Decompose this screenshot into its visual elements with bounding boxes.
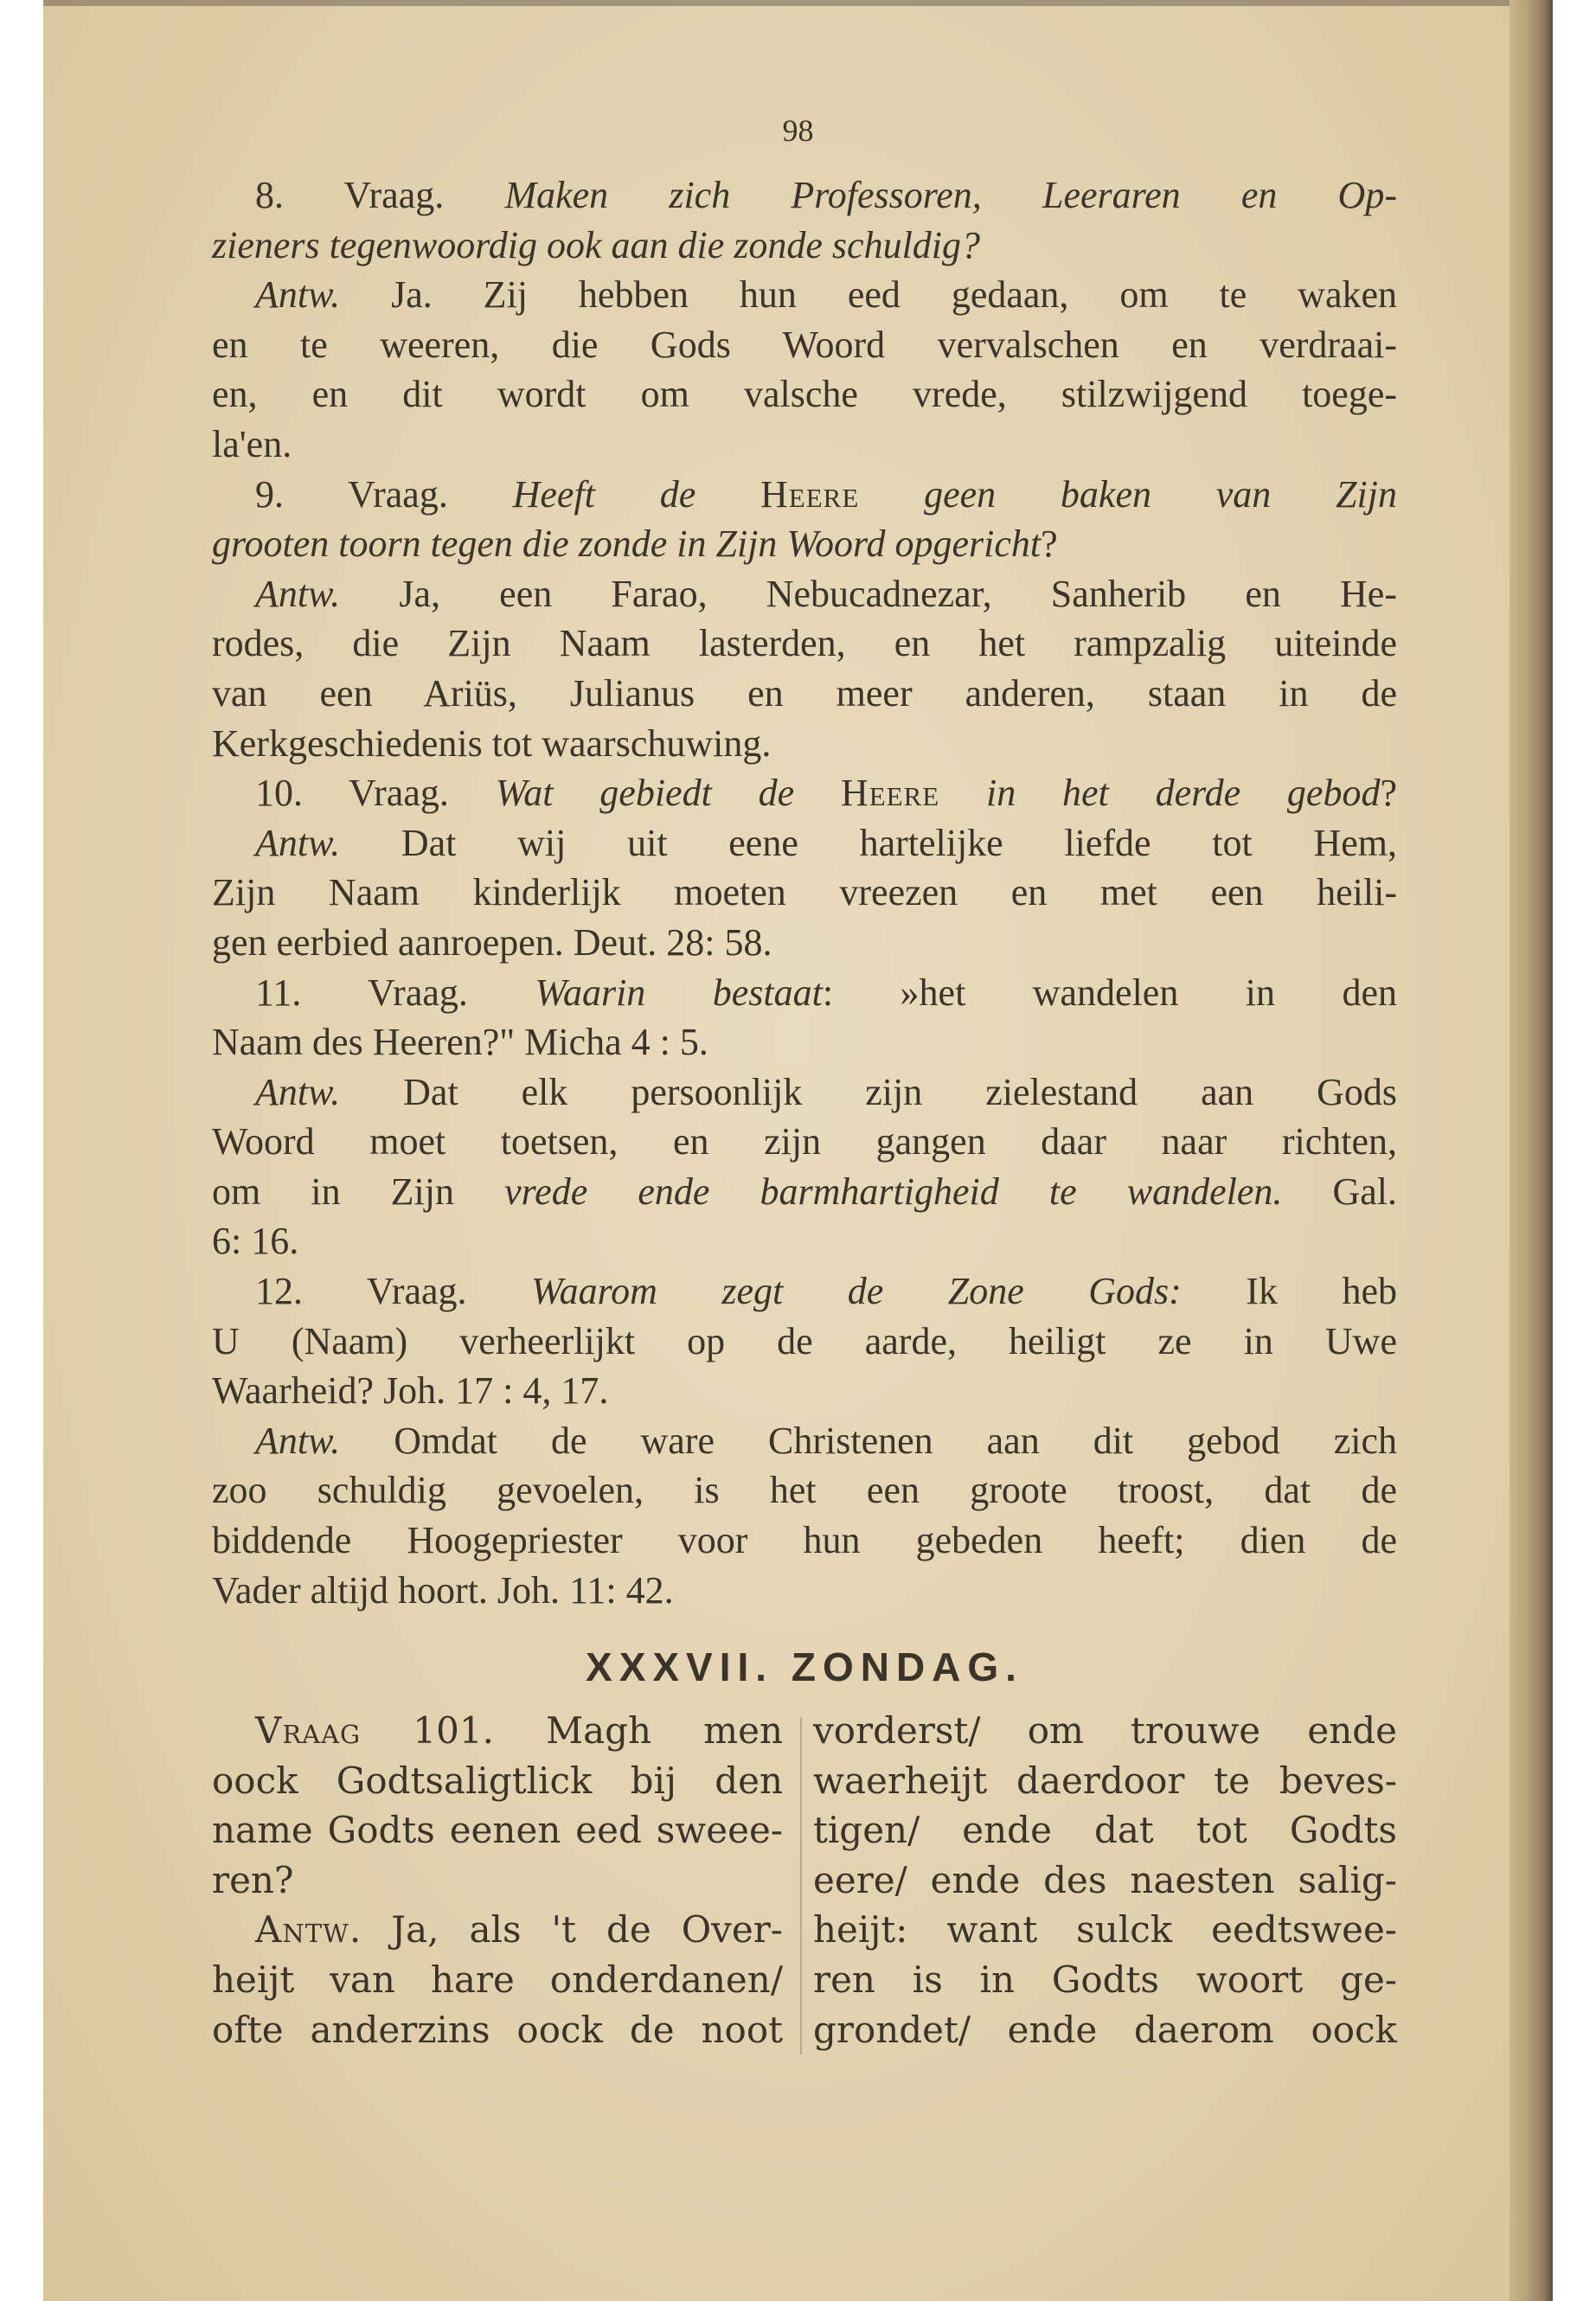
text-run: 10. Vraag. xyxy=(255,772,496,815)
text-run: 11. Vraag. xyxy=(255,971,535,1014)
text-line xyxy=(212,1465,1397,1516)
text-run: ? xyxy=(1380,772,1397,815)
section-heading: XXXVII. ZONDAG. xyxy=(586,1644,1023,1689)
text-run: Naam des Heeren?" Micha 4 : 5. xyxy=(212,1021,708,1064)
text-run: tigen/ ende dat tot Godts xyxy=(813,1809,1397,1852)
text-line xyxy=(813,1905,1397,1955)
text-line xyxy=(212,1805,783,1856)
text-line xyxy=(212,968,1397,1018)
text-run: la'en. xyxy=(212,422,292,465)
text-line xyxy=(813,1955,1397,2005)
text-run: . Ja, als 't de Over- xyxy=(349,1908,783,1952)
text-run: van een Ariüs, Julianus en meer anderen, staan in de xyxy=(212,671,1397,715)
text-run: Vader altijd hoort. Joh. 11: 42. xyxy=(212,1568,674,1612)
text-run: om in Zijn xyxy=(212,1170,505,1213)
text-run: Wat gebiedt de xyxy=(495,772,841,815)
text-run: Antw. xyxy=(255,273,341,317)
text-line xyxy=(212,1856,783,1906)
text-run: Gal. xyxy=(1282,1170,1398,1213)
page-number: 98 xyxy=(782,113,814,148)
text-line xyxy=(212,1756,783,1806)
text-line xyxy=(212,1905,783,1955)
text-run: 12. Vraag. xyxy=(255,1270,532,1313)
text-line xyxy=(212,1266,1397,1317)
text-run: 101. Magh men xyxy=(361,1709,783,1752)
text-run: Antw. xyxy=(255,572,341,615)
text-run: heijt: want sulck eedtswee- xyxy=(813,1908,1397,1952)
text-run: rodes, die Zijn Naam lasterden, en het rampzalig uiteinde xyxy=(212,622,1397,665)
text-line xyxy=(212,1216,1397,1266)
text-run: Waarheid? Joh. 17 : 4, 17. xyxy=(212,1369,609,1413)
text-line xyxy=(212,669,1397,719)
text-line xyxy=(813,1805,1397,1856)
catechism-text xyxy=(212,170,1397,1615)
text-run: heijt van hare onderdanen/ xyxy=(212,1958,783,2001)
text-run: Dat elk persoonlijk zijn zielestand aan Gods xyxy=(340,1070,1397,1113)
text-line xyxy=(212,868,1397,918)
text-run: 8. Vraag. xyxy=(255,174,505,216)
text-run: Waarom zegt de Zone Gods: xyxy=(531,1270,1182,1313)
text-run: en, en dit wordt om valsche vrede, stilzwijgend toege- xyxy=(212,373,1397,416)
text-run: eere/ ende des naesten salig- xyxy=(813,1858,1397,1901)
text-line xyxy=(813,1756,1397,1806)
text-run: Waarin bestaat xyxy=(535,971,823,1014)
text-run: Ja. Zij hebben hun eed gedaan, om te waken xyxy=(340,273,1397,317)
text-run: name Godts eenen eed sweee- xyxy=(212,1809,783,1852)
text-line xyxy=(212,170,1397,221)
text-run: Antw. xyxy=(255,821,341,864)
text-run: Ja, een Farao, Nebucadnezar, Sanherib en He- xyxy=(340,572,1397,615)
text-line xyxy=(212,221,1397,271)
text-run: en te weeren, die Gods Woord vervalschen en verdraai- xyxy=(212,323,1397,366)
text-run: grondet/ ende daerom oock xyxy=(813,2008,1397,2051)
text-line xyxy=(212,619,1397,669)
text-line xyxy=(212,1017,1397,1067)
text-line xyxy=(212,2005,783,2055)
text-run: Woord moet toetsen, en zijn gangen daar naar richten, xyxy=(212,1120,1397,1163)
text-run: oock Godtsaligtlick bij den xyxy=(212,1759,783,1802)
text-run: Heere xyxy=(760,472,860,516)
text-run: zieners tegenwoordig ook aan die zonde schuldig? xyxy=(212,223,981,266)
text-run: U (Naam) verheerlijkt op de aarde, heiligt ze in Uwe xyxy=(212,1319,1397,1362)
text-run: gen eerbied aanroepen. Deut. 28: 58. xyxy=(212,920,772,964)
text-line xyxy=(212,818,1397,868)
text-run: biddende Hoogepriester voor hun gebeden heeft; dien de xyxy=(212,1519,1397,1562)
text-line xyxy=(212,369,1397,420)
text-line xyxy=(212,1167,1397,1217)
text-run: vrede ende barmhartigheid te wandelen. xyxy=(504,1170,1283,1213)
top-edge-shadow xyxy=(43,0,1509,6)
text-line xyxy=(212,420,1397,470)
text-line xyxy=(212,320,1397,370)
text-run: 9. Vraag. xyxy=(255,472,513,516)
book-spine-edge xyxy=(1509,0,1553,2301)
text-line xyxy=(212,270,1397,320)
text-line xyxy=(212,1067,1397,1118)
text-line xyxy=(212,1117,1397,1167)
text-run: Maken zich Professoren, Leeraren en Op- xyxy=(504,174,1397,216)
text-run: Heeft de xyxy=(512,472,761,516)
text-line xyxy=(813,1706,1397,1756)
text-run: Antw xyxy=(255,1908,349,1952)
text-run: Dat wij uit eene hartelijke liefde tot Hem, xyxy=(340,821,1397,864)
text-line xyxy=(212,470,1397,520)
blackletter-column-left xyxy=(212,1706,783,2054)
text-line xyxy=(212,1566,1397,1616)
text-line xyxy=(212,1516,1397,1566)
text-run: grooten toorn tegen die zonde in Zijn Woord opgericht xyxy=(212,522,1042,566)
text-run: in het derde gebod xyxy=(939,772,1381,815)
text-run: Zijn Naam kinderlijk moeten vreezen en met een heili- xyxy=(212,871,1397,914)
text-run: ofte anderzins oock de noot xyxy=(212,2008,783,2051)
text-run: vorderst/ om trouwe ende xyxy=(813,1709,1397,1752)
text-run: : »het wandelen in den xyxy=(822,971,1398,1014)
text-line xyxy=(212,1317,1397,1367)
text-run: Kerkgeschiedenis tot waarschuwing. xyxy=(212,721,772,765)
text-line xyxy=(212,768,1397,818)
text-line xyxy=(813,1856,1397,1906)
text-line xyxy=(212,719,1397,769)
text-run: Vraag xyxy=(255,1709,362,1752)
text-run: ? xyxy=(1041,522,1058,566)
text-line xyxy=(212,1416,1397,1466)
text-run: waerheijt daerdoor te beves- xyxy=(813,1759,1397,1802)
text-run: 6: 16. xyxy=(212,1220,299,1263)
text-run: Heere xyxy=(840,772,940,815)
text-run: zoo schuldig gevoelen, is het een groote troost, dat de xyxy=(212,1469,1397,1512)
text-run: ren is in Godts woort ge- xyxy=(813,1958,1397,2001)
text-line xyxy=(813,2005,1397,2055)
blackletter-column-right xyxy=(813,1706,1397,2054)
text-run: Antw. xyxy=(255,1419,341,1462)
text-run: Omdat de ware Christenen aan dit gebod zich xyxy=(340,1419,1397,1462)
text-run: geen baken van Zijn xyxy=(859,472,1397,516)
text-line xyxy=(212,519,1397,569)
text-line xyxy=(212,918,1397,968)
text-run: ren? xyxy=(212,1858,294,1901)
text-line xyxy=(212,569,1397,619)
column-divider xyxy=(800,1717,802,2054)
text-run: Ik heb xyxy=(1181,1270,1397,1313)
text-run: Antw. xyxy=(255,1070,341,1113)
text-line xyxy=(212,1955,783,2005)
text-line xyxy=(212,1706,783,1756)
text-line xyxy=(212,1366,1397,1416)
